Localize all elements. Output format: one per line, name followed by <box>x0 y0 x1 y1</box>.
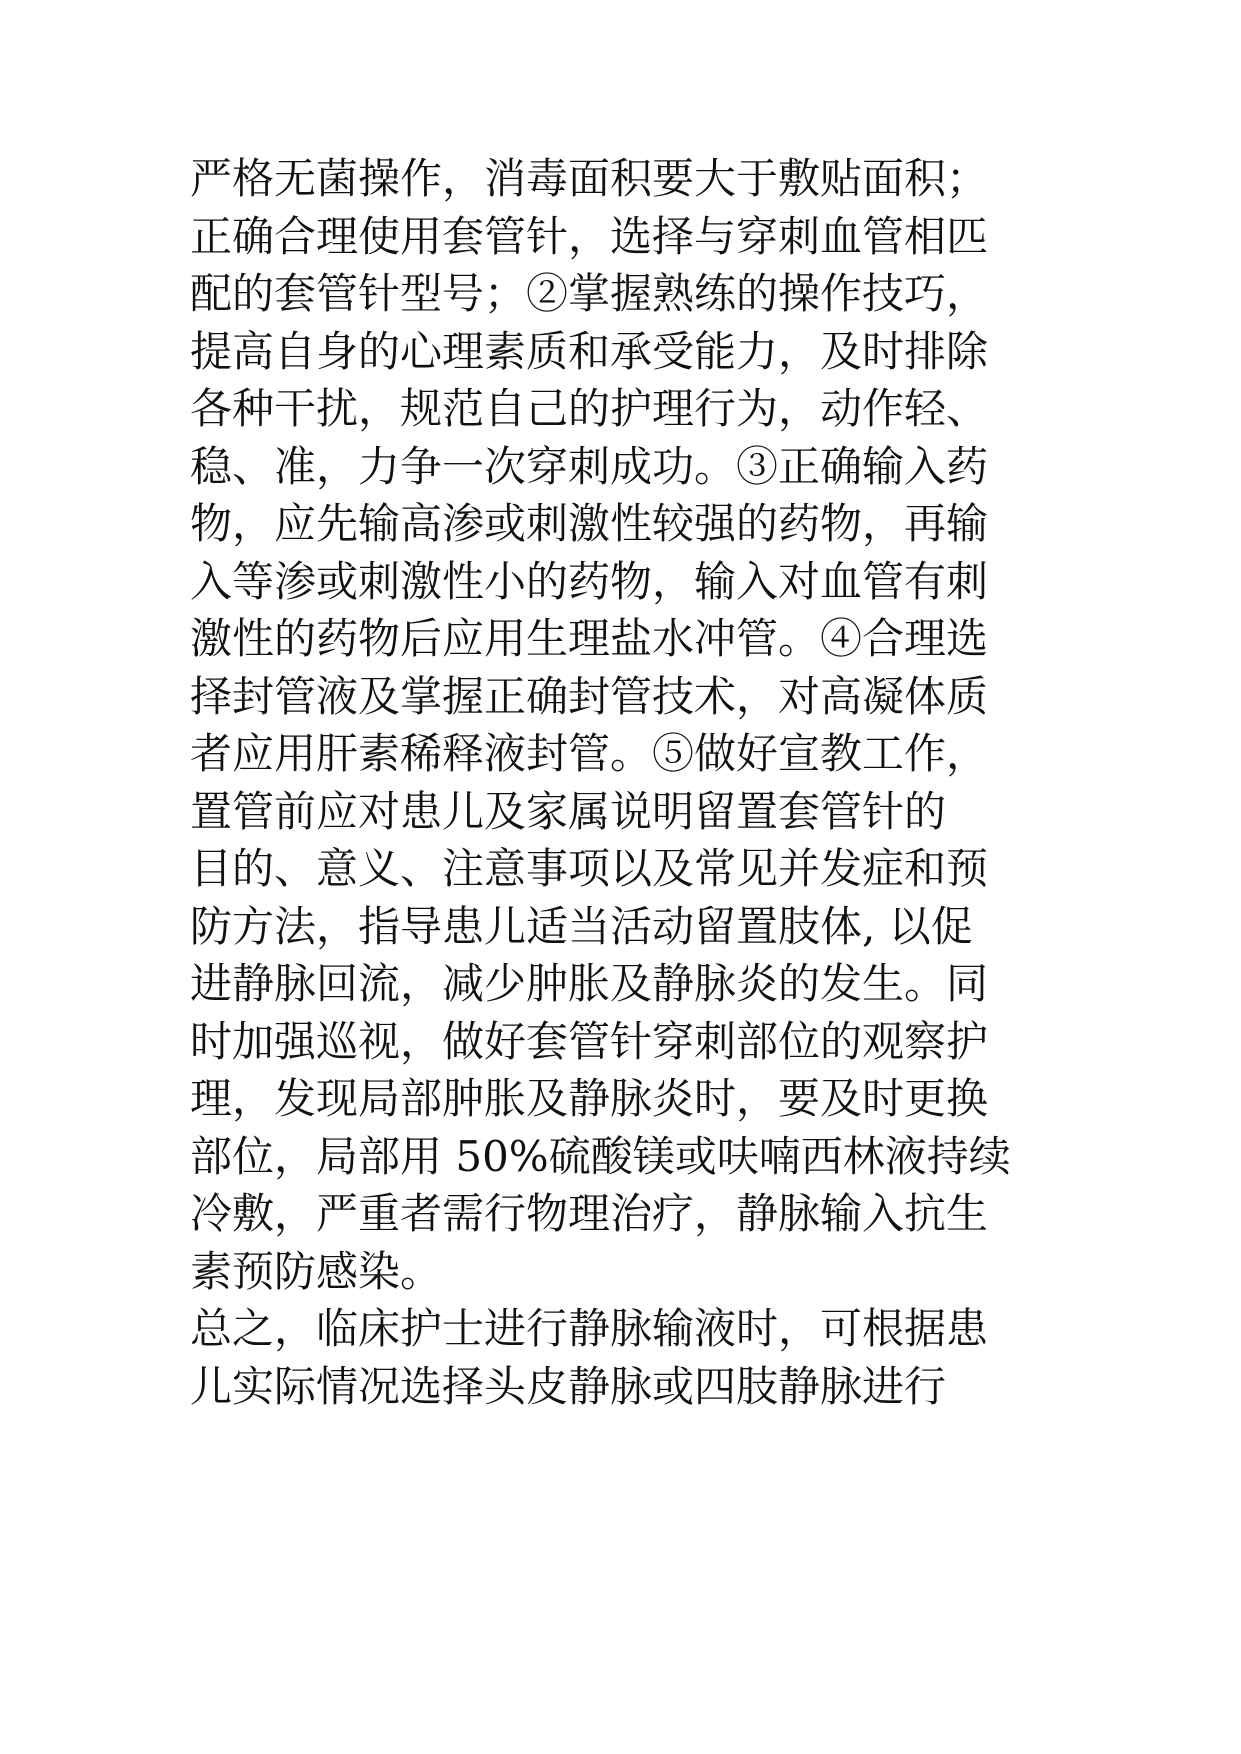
text-line-18: 部位，局部用 50%硫酸镁或呋喃西林液持续 <box>190 1131 1011 1181</box>
text-line-3: 配的套管针型号；②掌握熟练的操作技巧， <box>190 269 989 318</box>
text-line-7: 物，应先输高渗或刺激性较强的药物，再输 <box>190 499 989 548</box>
text-line-13: 目的、意义、注意事项以及常见并发症和预 <box>190 844 989 893</box>
text-line-20: 素预防感染。 <box>190 1246 443 1296</box>
text-line-12: 置管前应对患儿及家属说明留置套管针的 <box>190 786 947 836</box>
text-line-16: 时加强巡视，做好套管针穿刺部位的观察护 <box>190 1016 989 1066</box>
text-line-1: 严格无菌操作，消毒面积要大于敷贴面积； <box>190 154 989 203</box>
text-line-21: 总之，临床护士进行静脉输液时，可根据患 <box>190 1304 989 1353</box>
text-line-4: 提高自身的心理素质和承受能力，及时排除 <box>190 326 989 376</box>
text-line-19: 冷敷，严重者需行物理治疗，静脉输入抗生 <box>190 1189 989 1238</box>
text-line-11: 者应用肝素稀释液封管。⑤做好宣教工作， <box>190 729 989 778</box>
text-line-8: 入等渗或刺激性小的药物，输入对血管有刺 <box>190 556 989 606</box>
text-line-10: 择封管液及掌握正确封管技术，对高凝体质 <box>190 671 989 721</box>
text-line-9: 激性的药物后应用生理盐水冲管。④合理选 <box>190 614 989 663</box>
text-line-14: 防方法，指导患儿适当活动留置肢体, 以促 <box>190 901 973 951</box>
text-line-6: 稳、准，力争一次穿刺成功。③正确输入药 <box>190 441 989 491</box>
body-text <box>190 150 1090 1415</box>
text-line-15: 进静脉回流，减少肿胀及静脉炎的发生。同 <box>190 959 989 1008</box>
text-line-5: 各种干扰，规范自己的护理行为，动作轻、 <box>190 384 989 433</box>
text-line-2: 正确合理使用套管针，选择与穿刺血管相匹 <box>190 211 989 261</box>
text-line-17: 理，发现局部肿胀及静脉炎时，要及时更换 <box>190 1074 989 1123</box>
text-line-22: 儿实际情况选择头皮静脉或四肢静脉进行 <box>190 1361 947 1411</box>
